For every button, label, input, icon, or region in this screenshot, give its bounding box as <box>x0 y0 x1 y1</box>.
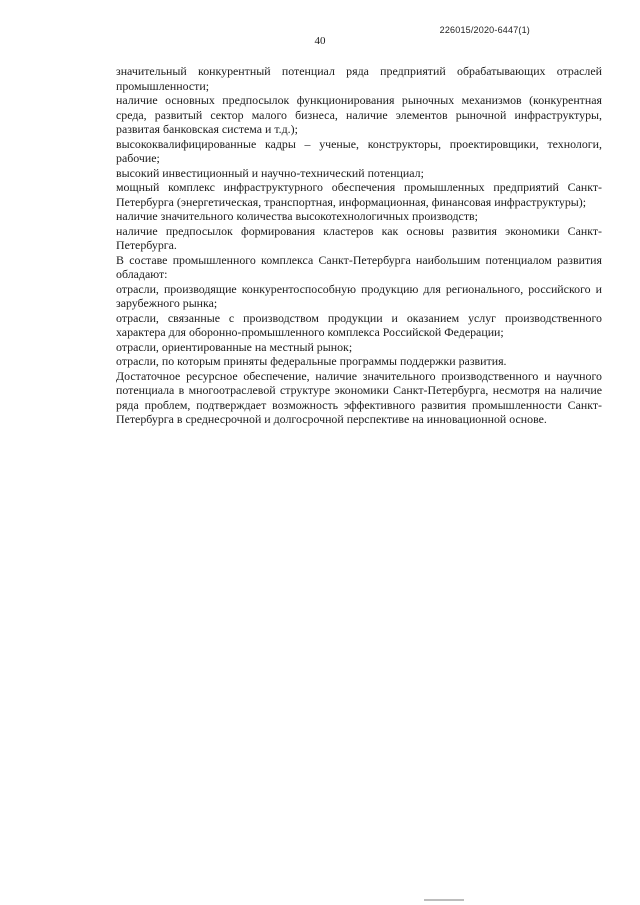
scan-mark <box>424 899 464 901</box>
paragraph: мощный комплекс инфраструктурного обеспечения промышленных предприятий Санкт-Петербурга (энергетическая, транспортная, информационная, финансовая инфраструктуры); <box>116 180 602 209</box>
paragraph: значительный конкурентный потенциал ряда предприятий обрабатывающих отраслей промышленности; <box>116 64 602 93</box>
paragraph: наличие предпосылок формирования кластеров как основы развития экономики Санкт-Петербурга. <box>116 223 602 252</box>
paragraph: Достаточное ресурсное обеспечение, наличие значительного производственного и научного потенциала в многоотраслевой структуре экономики Санкт-Петербурга, несмотря на наличие ряда проблем, подтверждает возможность эффективного развития промышленности Санкт-Петербурга в среднесрочной и долгосрочной перспективе на инновационной основе. <box>116 368 602 426</box>
page-number: 40 <box>314 35 326 47</box>
paragraph: высокий инвестиционный и научно-технический потенциал; <box>116 165 424 180</box>
paragraph: отрасли, ориентированные на местный рынок; <box>116 339 353 354</box>
paragraph: В составе промышленного комплекса Санкт-Петербурга наибольшим потенциалом развития обладают: <box>116 252 602 281</box>
paragraph: отрасли, по которым приняты федеральные программы поддержки развития. <box>116 354 507 368</box>
paragraph: высококвалифицированные кадры – ученые, конструкторы, проектировщики, технологи, рабочие; <box>116 136 602 165</box>
paragraph: наличие значительного количества высокотехнологичных производств; <box>116 209 478 223</box>
paragraph: отрасли, связанные с производством продукции и оказанием услуг производственного характера для оборонно-промышленного комплекса Российской Федерации; <box>116 310 602 339</box>
document-body <box>116 64 602 427</box>
paragraph: наличие основных предпосылок функционирования рыночных механизмов (конкурентная среда, развитый сектор малого бизнеса, наличие элементов рыночной инфраструктуры, развитая банковская система и т.д.); <box>116 93 602 136</box>
paragraph: отрасли, производящие конкурентоспособную продукцию для регионального, российского и зарубежного рынка; <box>116 281 602 310</box>
document-id: 226015/2020-6447(1) <box>439 25 530 35</box>
